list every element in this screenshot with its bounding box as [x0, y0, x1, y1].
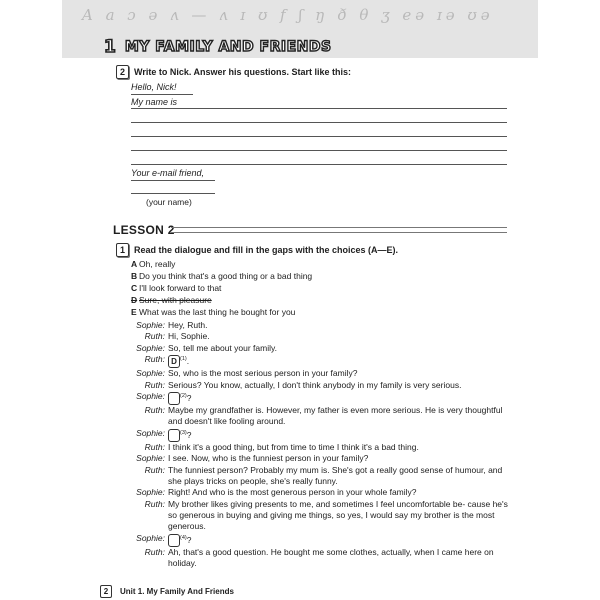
speaker: Sophie: — [136, 320, 165, 330]
task-2-heading — [116, 65, 351, 79]
speaker: Ruth: — [144, 441, 165, 452]
gap-punctuation: ? — [186, 429, 192, 440]
choice-letter: B — [131, 271, 138, 281]
choice-letter: C — [131, 283, 138, 293]
line-text: Ah, that's a good question. He bought me some clothes, actually, when I came here on holiday. — [168, 547, 494, 568]
name-hint: (your name) — [146, 197, 192, 207]
speaker: Sophie: — [136, 391, 165, 401]
dialogue-line — [105, 331, 515, 342]
line-text: My brother likes giving presents to me, and sometimes I feel uncomfortable be- cause he's so generous in buying and giving me things, so yes, I would say my brother is the most generous. — [168, 498, 508, 531]
task-1-heading — [116, 243, 398, 257]
line-text: I see. Now, who is the funniest person in your family? — [168, 453, 369, 464]
choice-letter: A — [131, 259, 138, 269]
line-text: The funniest person? Probably my mum is. She's got a really good sense of humour, and she plays tricks on people, she's really funny. — [168, 464, 503, 486]
choice-d — [131, 295, 212, 306]
task-number-box: 1 — [116, 243, 129, 257]
writing-line[interactable] — [131, 164, 507, 165]
writing-line[interactable] — [131, 150, 507, 151]
speaker: Ruth: — [144, 547, 165, 557]
writing-line[interactable] — [131, 136, 507, 137]
writing-line[interactable] — [131, 108, 507, 109]
gap-punctuation: ? — [186, 392, 192, 403]
footer-unit-label: Unit 1. My Family And Friends — [120, 587, 234, 596]
dialogue-line — [105, 442, 515, 453]
speaker: Ruth: — [144, 331, 165, 342]
choice-letter: E — [131, 307, 137, 317]
dialogue-line — [105, 465, 515, 487]
unit-heading — [104, 37, 332, 57]
choice-a — [131, 259, 175, 270]
dialogue-line — [105, 499, 515, 532]
gap-number: (3) — [180, 429, 187, 436]
speaker: Sophie: — [136, 427, 165, 438]
name-line[interactable] — [131, 193, 215, 194]
line-text — [168, 391, 515, 405]
gap-punctuation: . — [186, 356, 190, 367]
line-text: I think it's a good thing, but from time to time I think it's a bad thing. — [168, 441, 419, 452]
dialogue-line — [105, 380, 515, 391]
page-footer — [100, 585, 234, 598]
lesson-title: LESSON 2 — [113, 223, 175, 237]
dialogue-line — [105, 428, 515, 442]
letter-start: My name is — [131, 97, 178, 107]
choice-text: Sure, with pleasure — [139, 295, 212, 305]
choice-e — [131, 307, 295, 318]
choice-text: Oh, really — [139, 259, 176, 269]
choice-b — [131, 271, 312, 282]
answer-gap[interactable]: D — [168, 355, 180, 368]
dialogue-line — [105, 391, 515, 405]
line-text — [168, 533, 515, 547]
dialogue-line — [105, 453, 515, 464]
unit-number: 1 — [104, 37, 117, 57]
speaker: Sophie: — [136, 487, 165, 498]
gap-number: (1) — [180, 356, 187, 363]
line-text: Maybe my grandfather is. However, my father is even more serious. He is very thoughtful and doesn't like fooling around. — [168, 405, 503, 426]
line-text: Hi, Sophie. — [168, 331, 210, 342]
underline-greeting — [131, 94, 193, 95]
speaker: Ruth: — [144, 405, 165, 415]
speaker: Ruth: — [144, 464, 165, 475]
line-text — [168, 354, 515, 368]
speaker: Sophie: — [136, 453, 165, 464]
speaker: Ruth: — [144, 354, 165, 365]
task-number-box: 2 — [116, 65, 129, 79]
choice-text: I'll look forward to that — [139, 283, 222, 293]
speaker: Ruth: — [144, 498, 165, 509]
answer-gap[interactable] — [168, 392, 180, 405]
task-instruction: Read the dialogue and fill in the gaps with the choices (A—E). — [134, 245, 399, 255]
line-text: Right! And who is the most generous person in your whole family? — [168, 487, 417, 498]
speaker: Sophie: — [136, 342, 165, 353]
dialogue-line — [105, 343, 515, 354]
speaker: Ruth: — [144, 379, 165, 390]
underline-closing — [131, 180, 215, 181]
gap-number: (2) — [180, 393, 187, 399]
line-text: So, who is the most serious person in your family? — [168, 368, 358, 379]
dialogue-line — [105, 405, 515, 427]
dialogue-line — [105, 487, 515, 498]
dialogue-line — [105, 533, 515, 547]
gap-number: (4) — [180, 535, 187, 541]
line-text: Hey, Ruth. — [168, 320, 208, 330]
answer-gap[interactable] — [168, 534, 180, 547]
task-instruction: Write to Nick. Answer his questions. Start like this: — [134, 67, 352, 77]
choice-c — [131, 283, 221, 294]
line-text: So, tell me about your family. — [168, 342, 277, 353]
letter-closing: Your e-mail friend, — [131, 168, 205, 178]
dialogue-line — [105, 354, 515, 368]
speaker: Sophie: — [136, 533, 165, 543]
decorative-phonetic-letters: A a ɔ ə ʌ — ʌ ɪ ʊ f ʃ ŋ ð θ ʒ eə ɪə ʊə — [82, 6, 494, 24]
line-text — [168, 428, 515, 442]
choice-letter: D — [131, 295, 138, 305]
writing-line[interactable] — [131, 122, 507, 123]
choice-text: What was the last thing he bought for you — [139, 307, 296, 317]
unit-title: MY FAMILY AND FRIENDS — [124, 39, 332, 55]
line-text: Serious? You know, actually, I don't think anybody in my family is very serious. — [168, 379, 462, 390]
letter-greeting: Hello, Nick! — [131, 82, 177, 92]
page-number: 2 — [100, 585, 112, 598]
dialogue-line — [105, 547, 515, 569]
lesson-divider — [171, 227, 507, 233]
speaker: Sophie: — [136, 368, 165, 379]
gap-punctuation: ? — [186, 534, 192, 545]
dialogue-line — [105, 320, 515, 331]
answer-gap[interactable] — [168, 429, 180, 442]
dialogue-line — [105, 368, 515, 379]
choice-text: Do you think that's a good thing or a bad thing — [139, 271, 313, 281]
